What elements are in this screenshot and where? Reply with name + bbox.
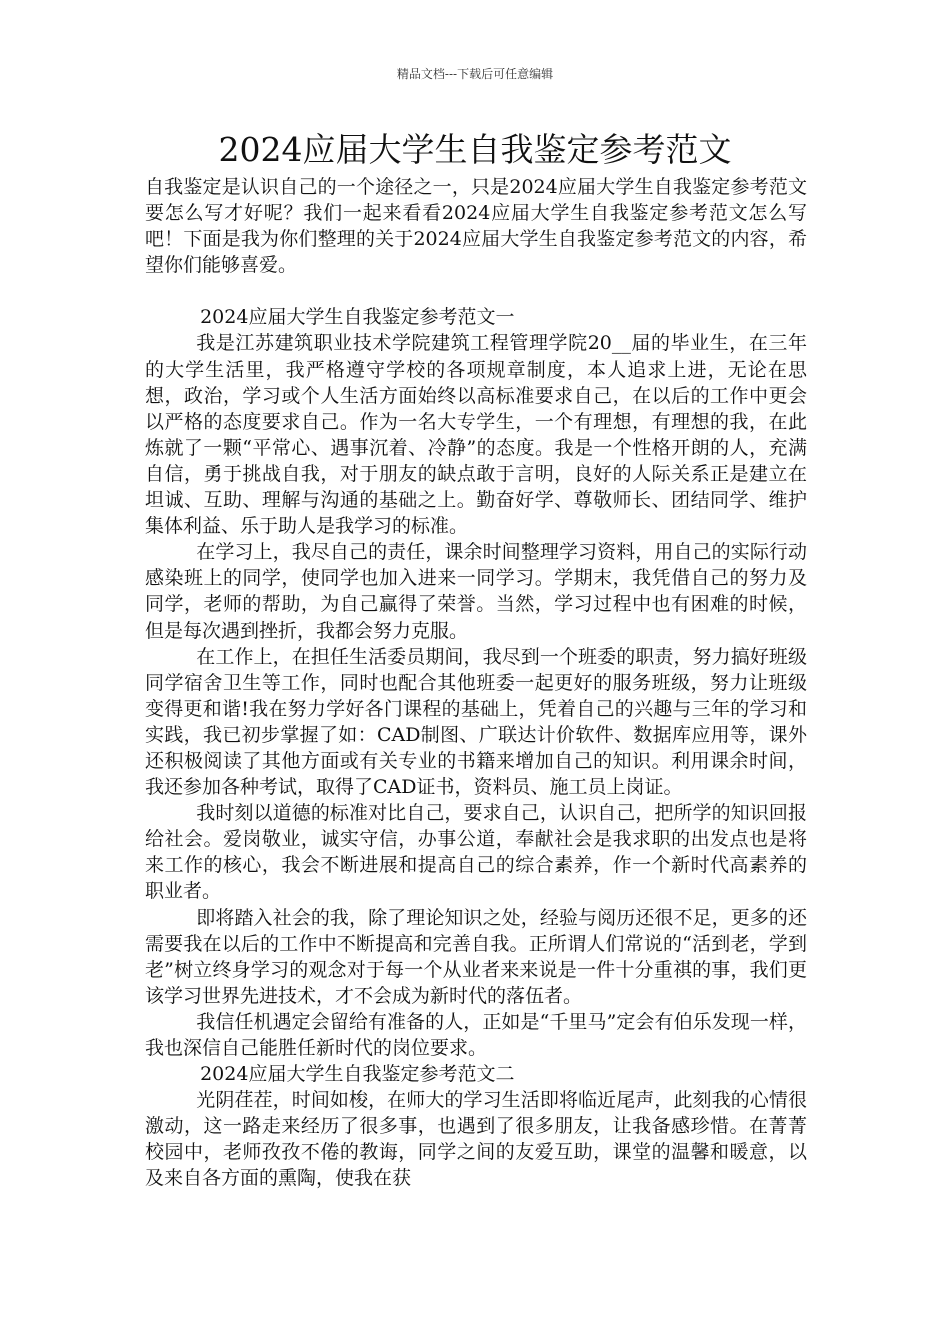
- document-title: 2024应届大学生自我鉴定参考范文: [218, 130, 732, 169]
- section-1-paragraph-6: 我信任机遇定会留给有准备的人，正如是“千里马”定会有伯乐发现一样，我也深信自己能胜任新时代的岗位要求。: [145, 1010, 807, 1059]
- section-1-paragraph-4: 我时刻以道德的标准对比自己，要求自己，认识自己，把所学的知识回报给社会。爱岗敬业，诚实守信，办事公道，奉献社会是我求职的出发点也是将来工作的核心，我会不断进展和提高自己的综合素养，作一个新时代高素养的职业者。: [145, 802, 807, 903]
- section-2-paragraph-1: 光阴荏茬，时间如梭，在师大的学习生活即将临近尾声，此刻我的心情很激动，这一路走来经历了很多事，也遇到了很多朋友，让我备感珍惜。在菁菁校园中，老师孜孜不倦的教诲，同学之间的友爱互助，课堂的温馨和暖意，以及来自各方面的熏陶，使我在获: [145, 1089, 807, 1190]
- page-header: 精品文档---下载后可任意编辑: [396, 67, 554, 81]
- intro-paragraph: 自我鉴定是认识自己的一个途径之一，只是2024应届大学生自我鉴定参考范文要怎么写才好呢？我们一起来看看2024应届大学生自我鉴定参考范文怎么写吧！下面是我为你们整理的关于2024应届大学生自我鉴定参考范文的内容，希望你们能够喜爱。: [145, 176, 807, 277]
- section-1-paragraph-5: 即将踏入社会的我，除了理论知识之处，经验与阅历还很不足，更多的还需要我在以后的工作中不断提高和完善自我。正所谓人们常说的“活到老，学到老”树立终身学习的观念对于每一个从业者来来说是一件十分重祺的事，我们更该学习世界先进技术，才不会成为新时代的落伍者。: [145, 906, 807, 1007]
- paragraph-gap: [145, 278, 807, 304]
- document-body: [145, 174, 807, 1192]
- section-1-paragraph-2: 在学习上，我尽自己的责任，课余时间整理学习资料，用自己的实际行动感染班上的同学，使同学也加入进来一同学习。学期末，我凭借自己的努力及同学，老师的帮助，为自己赢得了荣誉。当然，学习过程中也有困难的时候，但是每次遇到挫折，我都会努力克服。: [145, 541, 807, 642]
- section-2-heading: 2024应届大学生自我鉴定参考范文二: [200, 1063, 515, 1086]
- section-1-paragraph-3: 在工作上，在担任生活委员期间，我尽到一个班委的职责，努力搞好班级同学宿舍卫生等工作，同时也配合其他班委一起更好的服务班级，努力让班级变得更和谐!我在努力学好各门课程的基础上，凭着自己的兴趣与三年的学习和实践，我已初步掌握了如：CAD制图、广联达计价软件、数据库应用等，课外还积极阅读了其他方面或有关专业的书籍来增加自己的知识。利用课余时间，我还参加各种考试，取得了CAD证书，资料员、施工员上岗证。: [145, 645, 807, 799]
- section-1-paragraph-1: 我是江苏建筑职业技术学院建筑工程管理学院20__届的毕业生，在三年的大学生活里，我严格遵守学校的各项规章制度，本人追求上进，无论在思想，政治，学习或个人生活方面始终以高标准要求自己，在以后的工作中更会以严格的态度要求自己。作为一名大专学生，一个有理想，有理想的我，在此炼就了一颗“平常心、遇事沉着、冷静”的态度。我是一个性格开朗的人，充满自信，勇于挑战自我，对于朋友的缺点敢于言明，良好的人际关系正是建立在坦诚、互助、理解与沟通的基础之上。勤奋好学、尊敬师长、团结同学、维护集体利益、乐于助人是我学习的标准。: [145, 332, 807, 538]
- section-1-heading: 2024应届大学生自我鉴定参考范文一: [200, 306, 515, 329]
